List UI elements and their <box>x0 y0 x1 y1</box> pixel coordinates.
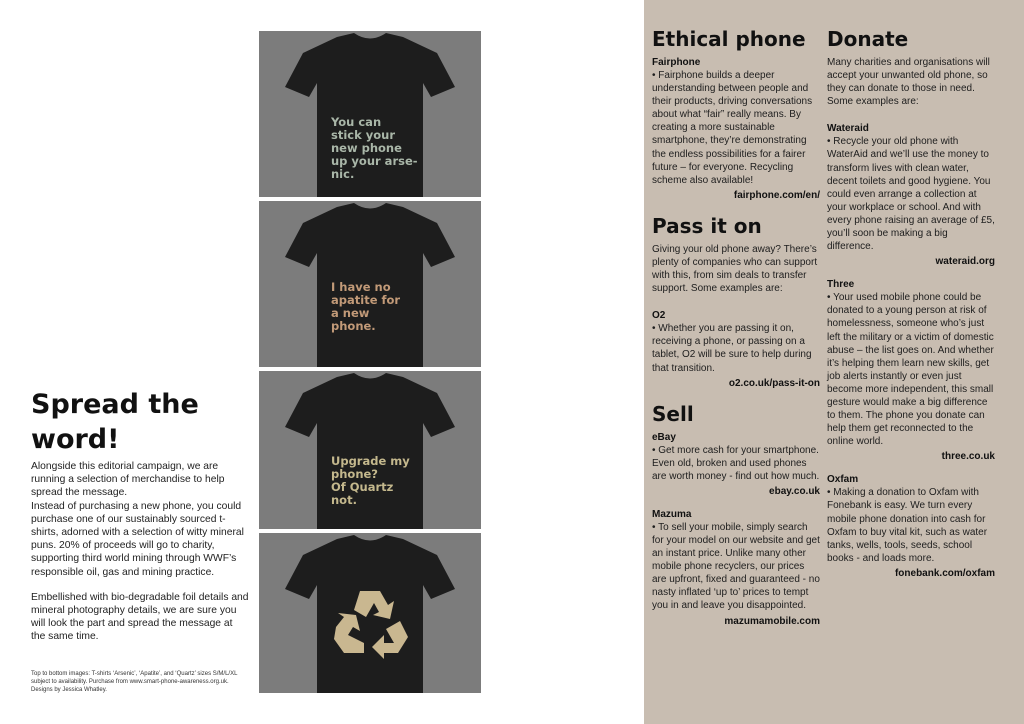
tshirt-image-recycle <box>259 533 481 693</box>
org-link[interactable]: three.co.uk <box>941 451 995 463</box>
org-description: • Your used mobile phone could be donated to a young person at risk of homelessness, someone who’s just left the military or a victim of domestic abuse – the list goes on. And whether it’s helping them learn new skills, get job alerts instantly or even just become more independent, this small gesture would make a big difference to them. The phone you donate can help them get reconnected to the online world. <box>827 292 994 448</box>
image-caption: Top to bottom images: T-shirts ‘Arsenic’, ‘Apatite’, and ‘Quartz’ sizes S/M/L/XL subject to availability. Purchase from www.smart-phone-awareness.org.uk. Designs by Jessica Whatley. <box>31 671 238 693</box>
section-title-sell: Sell <box>652 401 694 426</box>
section-title-pass: Pass it on <box>652 213 762 238</box>
intro-paragraph: Alongside this editorial campaign, we are running a selection of merchandise to help spread the message. <box>31 461 225 499</box>
section-title-ethical: Ethical phone <box>652 27 806 51</box>
org-link[interactable]: o2.co.uk/pass-it-on <box>728 377 820 389</box>
column-right <box>827 26 995 581</box>
tshirt-slogan: I have no apatite for a new phone. <box>331 280 401 333</box>
org-description: • Get more cash for your smartphone. Even old, broken and used phones are worth money - find out how much. <box>652 444 820 482</box>
section-title-donate: Donate <box>827 27 909 51</box>
org-link[interactable]: ebay.co.uk <box>769 485 820 497</box>
org-description: • Whether you are passing it on, receiving a phone, or passing on a tablet, O2 will be sure to help during that transition. <box>652 323 812 374</box>
org-description: • Making a donation to Oxfam with Fonebank is easy. We turn every mobile phone donation into cash for Oxfam to buy vital kit, such as water tanks, wells, tools, seeds, school books - and loads more. <box>827 487 988 564</box>
intro-paragraph: Embellished with bio-degradable foil details and mineral photography details, we are sure you will look the part and spread the message at the same time. <box>31 591 249 643</box>
org-link[interactable]: mazumamobile.com <box>724 615 820 627</box>
tshirt-image-quartz <box>259 371 481 529</box>
org-description: • Recycle your old phone with WaterAid and we’ll use the money to transform lives with clean water, decent toilets and good hygiene. You could even arrange a collection at your workplace or school. And with every phone raising an average of £5, you’ll soon be making a big difference. <box>827 136 995 253</box>
org-name: Wateraid <box>827 123 869 135</box>
org-name: Three <box>827 279 855 291</box>
org-link[interactable]: fairphone.com/en/ <box>733 189 820 201</box>
intro-body <box>31 460 249 644</box>
tshirt-image-apatite <box>259 201 481 367</box>
recycle-icon <box>330 587 410 659</box>
org-description: • Fairphone builds a deeper understanding between people and their products, driving conversations about what “fair” really means. By creating a more sustainable smartphone, they’re demonstrating the endless possibilities for a fairer future – for everyone. Recycling scheme also available! <box>652 70 813 186</box>
intro-paragraph: Instead of purchasing a new phone, you could purchase one of our sustainably sourced t-shirts, adorned with a selection of witty mineral puns. 20% of proceeds will go to charity, supporting third world mining through WWF’s responsible oil, gas and mining practice. <box>31 500 244 578</box>
org-name: O2 <box>652 310 666 322</box>
org-name: eBay <box>652 431 676 443</box>
org-description: • To sell your mobile, simply search for your model on our website and get an instant price. Unlike many other mobile phone recyclers, our prices are upfront, fixed and guaranteed - no nasty inflated ‘up to’ prices to tempt you in and leave you disappointed. <box>652 521 820 612</box>
org-link[interactable]: wateraid.org <box>935 256 995 268</box>
tshirt-image-arsenic <box>259 31 481 197</box>
section-intro: Giving your old phone away? There’s plenty of companies who can support with this, from sim deals to transfer support. Some examples are: <box>652 243 818 295</box>
page-title: Spread the word! <box>31 389 199 455</box>
org-name: Oxfam <box>827 474 859 486</box>
column-left <box>652 26 820 629</box>
org-name: Mazuma <box>652 508 692 520</box>
org-name: Fairphone <box>652 57 701 68</box>
tshirt-slogan: Upgrade my phone? Of Quartz not. <box>331 454 410 507</box>
org-link[interactable]: fonebank.com/oxfam <box>894 567 995 579</box>
tshirt-slogan: You can stick your new phone up your arse- nic. <box>331 115 418 181</box>
section-intro: Many charities and organisations will accept your unwanted old phone, so they can donate to those in need. Some examples are: <box>827 57 990 108</box>
